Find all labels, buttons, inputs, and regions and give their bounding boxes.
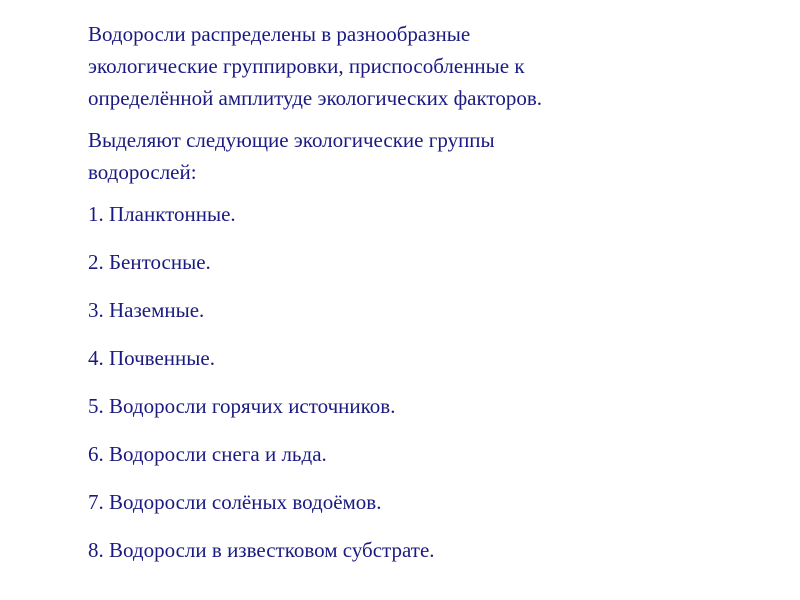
list-item-calcareous-substrate: 8. Водоросли в известковом субстрате.	[88, 538, 435, 562]
list-item-benthic: 2. Бентосные.	[88, 250, 211, 274]
list-item-saline-waters: 7. Водоросли солёных водоёмов.	[88, 490, 382, 514]
intro-line: Водоросли распределены в разнообразные	[88, 22, 471, 46]
list-item-soil: 4. Почвенные.	[88, 346, 215, 370]
slide-content	[88, 18, 778, 582]
intro-line: экологические группировки, приспособленные к	[88, 54, 525, 78]
groups-list	[88, 198, 778, 582]
list-item-terrestrial: 3. Наземные.	[88, 298, 205, 322]
list-item-planktonic: 1. Планктонные.	[88, 202, 236, 226]
intro-paragraph	[88, 18, 778, 114]
heading-line: водорослей:	[88, 160, 197, 184]
heading-line: Выделяют следующие экологические группы	[88, 128, 495, 152]
list-item-hot-springs: 5. Водоросли горячих источников.	[88, 394, 396, 418]
intro-line: определённой амплитуде экологических факторов.	[88, 86, 542, 110]
groups-heading	[88, 124, 778, 188]
list-item-snow-ice: 6. Водоросли снега и льда.	[88, 442, 327, 466]
